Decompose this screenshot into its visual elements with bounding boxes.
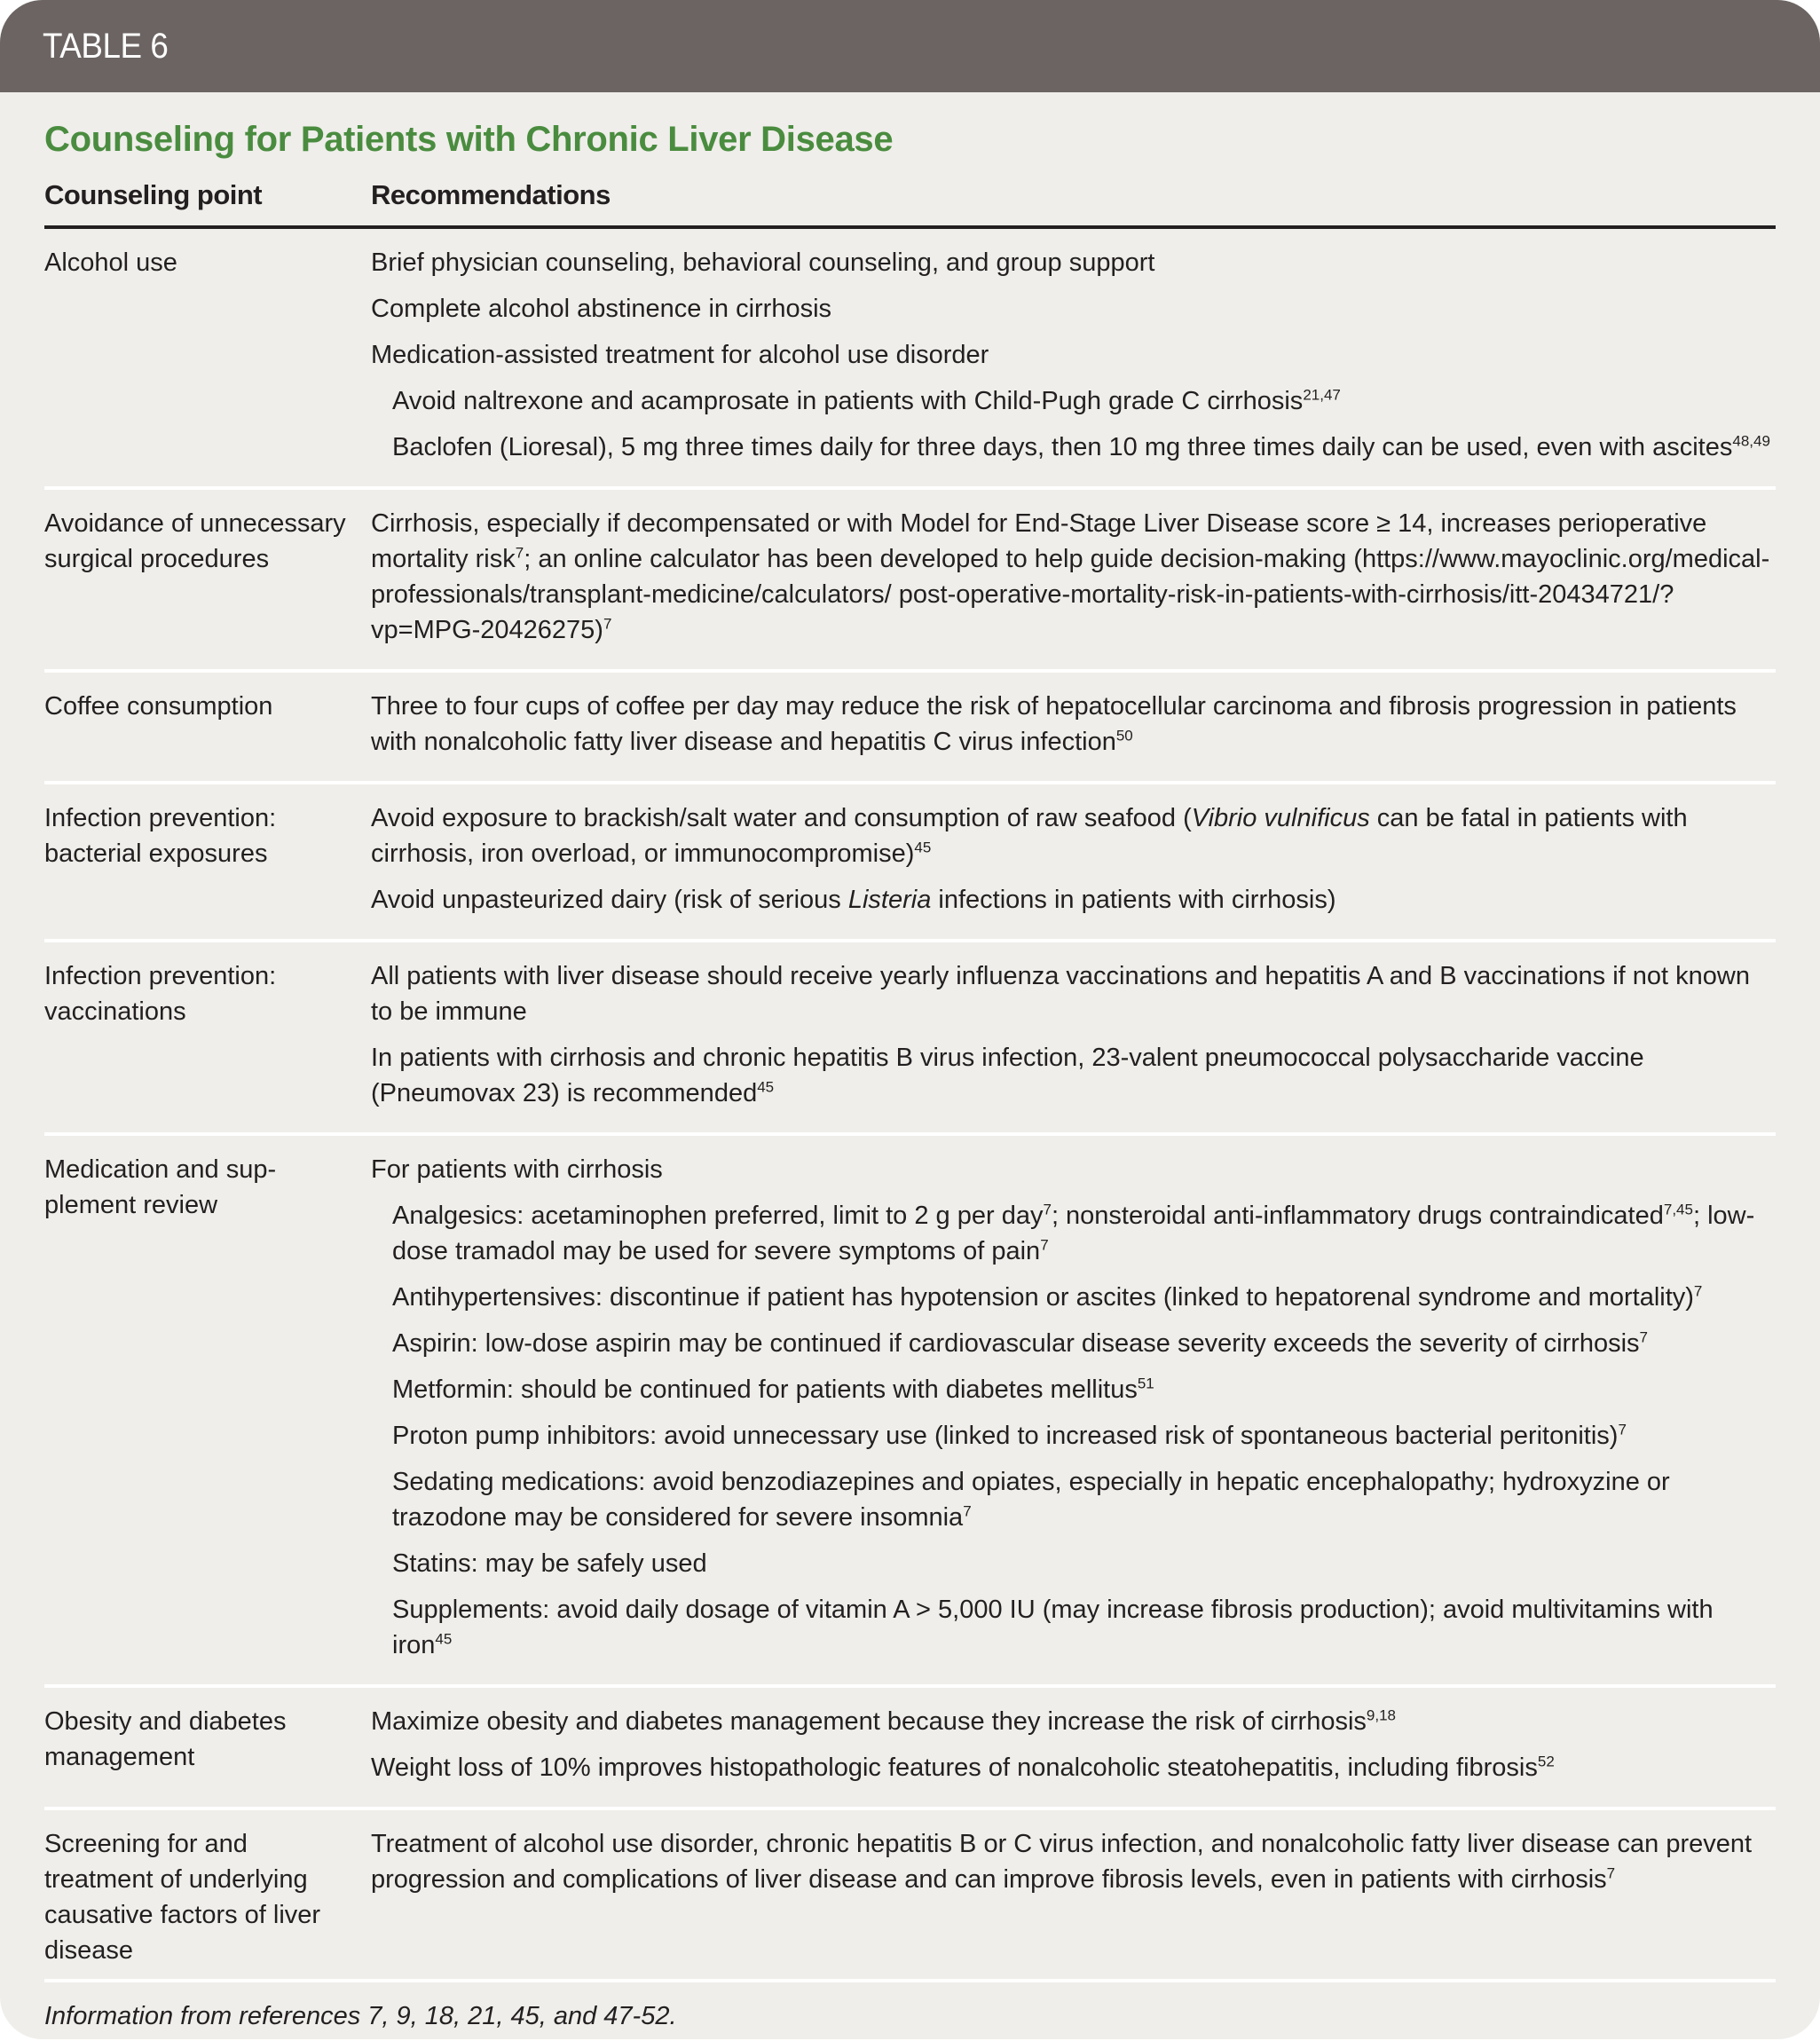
recommendation-text: Weight loss of 10% improves histopathologic features of nonalcoholic steatohepatitis, including fibrosis: [371, 1753, 1538, 1782]
recommendation-text: In patients with cirrhosis and chronic hepatitis B virus infection, 23-valent pneumococcal polysaccharide vaccine (Pneumovax 23) is recommended: [371, 1044, 1644, 1107]
table-number-label: TABLE 6: [43, 26, 169, 66]
counseling-point-cell: Infection prevention: bacterial exposures: [44, 804, 277, 868]
table-row: [44, 490, 1776, 673]
recommendations-cell: [371, 245, 1776, 476]
recommendation: [371, 1826, 1776, 1897]
sub-recommendation: [371, 1464, 1776, 1535]
reference-superscript: 7: [963, 1502, 972, 1520]
recommendation: [371, 245, 1776, 280]
sub-recommendation: Analgesics: acetaminophen preferred, limit to 2 g per day$^7$; nonsteroidal anti-inflammatory drugs contraindicated$^{7,45}$; low-dose tramadol may be used for severe symptoms of pain$^7$: [392, 1201, 1755, 1265]
column-header-counseling-point: Counseling point: [44, 179, 263, 210]
italic-organism-name: Listeria: [847, 886, 932, 914]
table-footnote: Information from references 7, 9, 18, 21, 45, and 47-52.: [44, 2002, 677, 2030]
reference-superscript: 7: [1693, 1282, 1703, 1300]
reference-superscript: 9,18: [1366, 1706, 1396, 1724]
reference-superscript: 52: [1537, 1753, 1555, 1770]
recommendation: Cirrhosis, especially if decompensated or with Model for End-Stage Liver Disease score ≥ 14, increases perioperative mortality risk$^7$; an online calculator has been developed to help guide decision-making (https://www.mayoclinic.org/medical-professionals/transplant-medicine/calculators/ post-operative-mortality-risk-in-patients-with-cirrhosis/itt-20434721/?vp=MPG-20426275)$^7$: [371, 509, 1770, 644]
recommendation-text: Brief physician counseling, behavioral counseling, and group support: [371, 248, 1155, 277]
recommendation: [371, 689, 1776, 760]
recommendation-text: Antihypertensives: discontinue if patient has hypotension or ascites (linked to hepatorenal syndrome and mortality): [392, 1283, 1694, 1312]
table-row: [44, 673, 1776, 784]
recommendation: Avoid exposure to brackish/salt water and consumption of raw seafood (Vibrio vulnificus can be fatal in patients with cirrhosis, iron overload, or immunocompromise)$^{45}$: [371, 804, 1688, 868]
counseling-point-cell: Screening for and treatment of underlying causative factors of liver disease: [44, 1830, 321, 1965]
sub-recommendation: [371, 429, 1776, 465]
recommendations-cell: [371, 1826, 1776, 1968]
recommendations-cell: [371, 1704, 1776, 1796]
recommendation-text: Sedating medications: avoid benzodiazepines and opiates, especially in hepatic encephalopathy; hydroxyzine or trazodone may be considered for severe insomnia: [392, 1468, 1670, 1532]
recommendation: [371, 958, 1776, 1029]
reference-superscript: 51: [1137, 1375, 1154, 1392]
recommendation-text: Baclofen (Lioresal), 5 mg three times daily for three days, then 10 mg three times daily can be used, even with ascites: [392, 433, 1733, 461]
recommendation-text: Maximize obesity and diabetes management because they increase the risk of cirrhosis: [371, 1707, 1367, 1736]
table-header-bar: [0, 0, 1820, 92]
table-row: [44, 1810, 1776, 1982]
reference-superscript: 45: [435, 1630, 453, 1648]
table-row: [44, 229, 1776, 490]
sub-recommendation: [371, 1546, 1776, 1581]
counseling-point-cell: Alcohol use: [44, 248, 177, 277]
counseling-point-cell: Avoidance of unnecessary surgical procedures: [44, 509, 346, 573]
reference-superscript: 7: [1618, 1421, 1627, 1438]
recommendation-text: Statins: may be safely used: [392, 1549, 707, 1578]
sub-recommendation: [371, 1372, 1776, 1407]
table-title: Counseling for Patients with Chronic Liver Disease: [44, 120, 894, 159]
recommendations-cell: [371, 506, 1776, 658]
reference-superscript: 7,45: [1663, 1201, 1693, 1218]
table-row: [44, 1136, 1776, 1688]
recommendation-text: Metformin: should be continued for patients with diabetes mellitus: [392, 1375, 1138, 1404]
table-row: [44, 784, 1776, 942]
table-row: [44, 1688, 1776, 1810]
table-row: [44, 942, 1776, 1136]
reference-superscript: 7: [1043, 1201, 1052, 1218]
table-body: [44, 229, 1776, 1982]
recommendation-text: Three to four cups of coffee per day may reduce the risk of hepatocellular carcinoma and fibrosis progression in patients with nonalcoholic fatty liver disease and hepatitis C virus infection: [371, 692, 1737, 756]
counseling-point-cell: Coffee consumption: [44, 692, 273, 721]
reference-superscript: 45: [914, 839, 932, 856]
reference-superscript: 45: [757, 1078, 775, 1096]
reference-superscript: 50: [1115, 727, 1133, 745]
recommendation-text: Avoid naltrexone and acamprosate in patients with Child-Pugh grade C cirrhosis: [392, 387, 1304, 415]
column-header-row: [44, 165, 1776, 229]
recommendation: [371, 1750, 1776, 1785]
recommendation: Avoid unpasteurized dairy (risk of serious Listeria infections in patients with cirrhosis): [371, 886, 1336, 914]
reference-superscript: 7: [515, 544, 524, 562]
sub-recommendation: [371, 383, 1776, 419]
reference-superscript: 7: [1606, 1864, 1616, 1882]
recommendation-text: All patients with liver disease should receive yearly influenza vaccinations and hepatitis A and B vaccinations if not known to be immune: [371, 962, 1750, 1026]
recommendations-cell: [371, 800, 1776, 928]
recommendation: [371, 1704, 1776, 1739]
table-content: [0, 114, 1820, 2031]
reference-superscript: 7: [603, 615, 612, 633]
recommendation: [371, 337, 1776, 373]
counseling-point-cell: Medication and supplement review: [44, 1155, 277, 1219]
recommendation: [371, 291, 1776, 327]
italic-organism-name: Vibrio vulnificus: [1191, 804, 1370, 832]
sub-recommendation: [371, 1326, 1776, 1361]
recommendation-text: Supplements: avoid daily dosage of vitamin A > 5,000 IU (may increase fibrosis production); avoid multivitamins with iron: [392, 1596, 1714, 1659]
recommendation-text: Proton pump inhibitors: avoid unnecessary use (linked to increased risk of spontaneous bacterial peritonitis): [392, 1422, 1619, 1450]
reference-superscript: 7: [1639, 1328, 1648, 1346]
counseling-point-cell: Infection prevention: vaccinations: [44, 962, 277, 1026]
recommendation: [371, 1152, 1776, 1187]
reference-superscript: 21,47: [1303, 386, 1341, 404]
recommendation-text: Complete alcohol abstinence in cirrhosis: [371, 295, 832, 323]
recommendations-cell: [371, 1152, 1776, 1674]
counseling-point-cell: Obesity and diabetes management: [44, 1707, 287, 1771]
reference-superscript: 48,49: [1732, 432, 1770, 450]
recommendations-cell: [371, 689, 1776, 770]
recommendation-text: Medication-assisted treatment for alcohol use disorder: [371, 341, 989, 369]
recommendation: [371, 1040, 1776, 1111]
reference-superscript: 7: [1040, 1236, 1049, 1254]
sub-recommendation: [371, 1592, 1776, 1663]
recommendations-cell: [371, 958, 1776, 1122]
recommendation-text: Treatment of alcohol use disorder, chronic hepatitis B or C virus infection, and nonalcoholic fatty liver disease can prevent progression and complications of liver disease and can improve fibrosis levels, even in patients with cirrhosis: [371, 1830, 1753, 1894]
column-header-recommendations: Recommendations: [371, 179, 611, 210]
recommendation-text: Aspirin: low-dose aspirin may be continued if cardiovascular disease severity exceeds the severity of cirrhosis: [392, 1329, 1640, 1358]
recommendation-text: For patients with cirrhosis: [371, 1155, 663, 1184]
sub-recommendation: [371, 1418, 1776, 1454]
sub-recommendation: [371, 1280, 1776, 1315]
